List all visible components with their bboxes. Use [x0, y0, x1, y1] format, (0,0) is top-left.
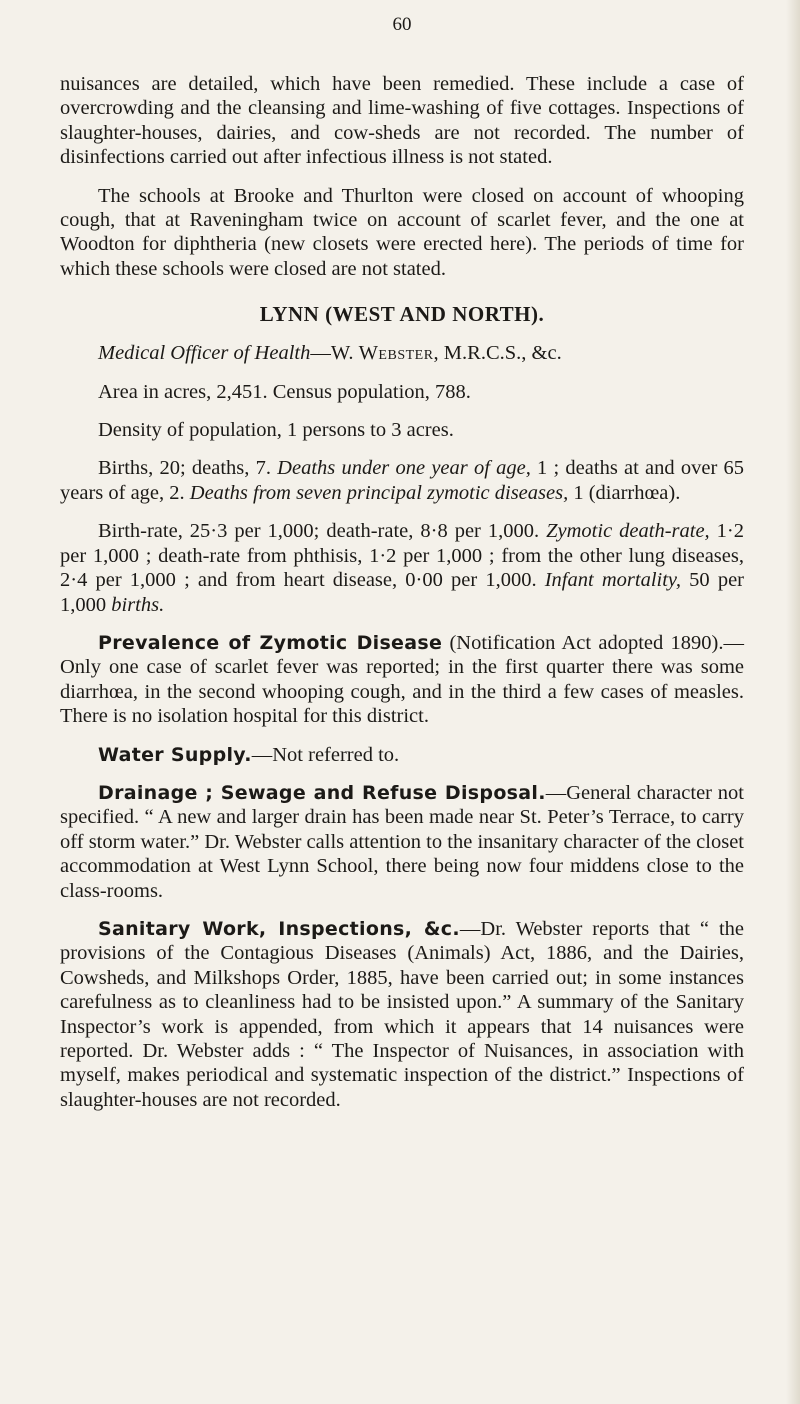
births-text-a: Births, 20; deaths, 7.: [98, 457, 278, 480]
page-edge-shadow: [786, 0, 800, 1404]
drainage-title: Drainage ; Sewage and Refuse Disposal.: [98, 781, 546, 804]
births-text-c: 1 ; deaths at and over 65 years of age, 2.: [60, 457, 744, 504]
water-supply-paragraph: [60, 743, 744, 767]
rates-text-f: births.: [111, 593, 165, 616]
sanitary-work-text: —Dr. Webster reports that “ the provisions of the Contagious Diseases (Animals) Act, 1886, and the Dairies, Cowsheds, and Milkshops Order, 1885, have been carried out; in some instances carefulness as to cleanliness had to be insisted upon.” A summary of the Sanitary Inspector’s work is appended, from which it appears that 14 nuisances were reported. Dr. Webster adds : “ The Inspector of Nuisances, in association with myself, makes periodical and systematic inspection of the district.” Inspections of slaughter-houses are not recorded.: [60, 917, 745, 1111]
medical-officer-line: [60, 341, 744, 365]
rates-text-c: 1·2 per 1,000 ; death-rate from phthisis, 1·2 per 1,000 ; from the other lung diseases, 2·4 per 1,000 ; and from heart disease, 0·00 per 1,000.: [60, 520, 745, 592]
rates-text-a: Birth-rate, 25·3 per 1,000; death-rate, 8·8 per 1,000.: [98, 520, 547, 543]
sanitary-work-title: Sanitary Work, Inspections, &c.: [98, 917, 460, 940]
section-heading-lynn: LYNN (WEST AND NORTH).: [259, 302, 545, 327]
births-text-d: Deaths from seven principal zymotic diseases,: [189, 481, 569, 504]
paragraph-nuisances: nuisances are detailed, which have been remedied. These include a case of overcrowding and the cleansing and lime-washing of five cottages. Inspections of slaughter-houses, dairies, and cow-sheds are not recorded. The number of disinfections carried out after infectious illness is not stated.: [60, 73, 744, 169]
births-text-e: 1 (diarrhœa).: [568, 481, 681, 504]
rates-text-b: Zymotic death-rate,: [546, 520, 710, 543]
sanitary-work-paragraph: [60, 917, 744, 1112]
prevalence-text: (Notification Act adopted 1890).—Only one case of scarlet fever was reported; in the first quarter there was some diarrhœa, in the second whooping cough, and in the third a few cases of measles. There is no isolation hospital for this district.: [60, 631, 744, 728]
water-supply-text: —Not referred to.: [251, 743, 400, 766]
births-deaths-paragraph: [60, 456, 744, 505]
rates-text-e: 50 per 1,000: [60, 569, 744, 616]
area-census-line: Area in acres, 2,451. Census population, 788.: [98, 380, 471, 403]
births-text-b: Deaths under one year of age,: [277, 457, 531, 480]
prevalence-paragraph: [60, 631, 744, 729]
rates-paragraph: [60, 519, 744, 617]
moh-dash: —W.: [310, 342, 359, 365]
document-page: [60, 14, 744, 1112]
page-number: 60: [392, 14, 412, 35]
paragraph-schools: The schools at Brooke and Thurlton were closed on account of whooping cough, that at Raveningham twice on account of scarlet fever, and the one at Woodton for diphtheria (new closets were erected here). The periods of time for which these schools were closed are not stated.: [60, 184, 744, 280]
moh-label: Medical Officer of Health: [98, 342, 311, 365]
water-supply-title: Water Supply.: [98, 743, 252, 766]
density-line: Density of population, 1 persons to 3 acres.: [98, 419, 454, 442]
rates-text-d: Infant mortality,: [544, 569, 682, 592]
drainage-paragraph: [60, 781, 744, 903]
drainage-text: —General character not specified. “ A new and larger drain has been made near St. Peter’s Terrace, to carry off storm water.” Dr. Webster calls attention to the insanitary character of the closet accommodation at West Lynn School, there being now four middens close to the class-rooms.: [60, 781, 744, 902]
moh-rest: , M.R.C.S., &c.: [433, 342, 562, 365]
prevalence-title: Prevalence of Zymotic Disease: [98, 631, 443, 654]
moh-name: Webster: [358, 342, 434, 365]
